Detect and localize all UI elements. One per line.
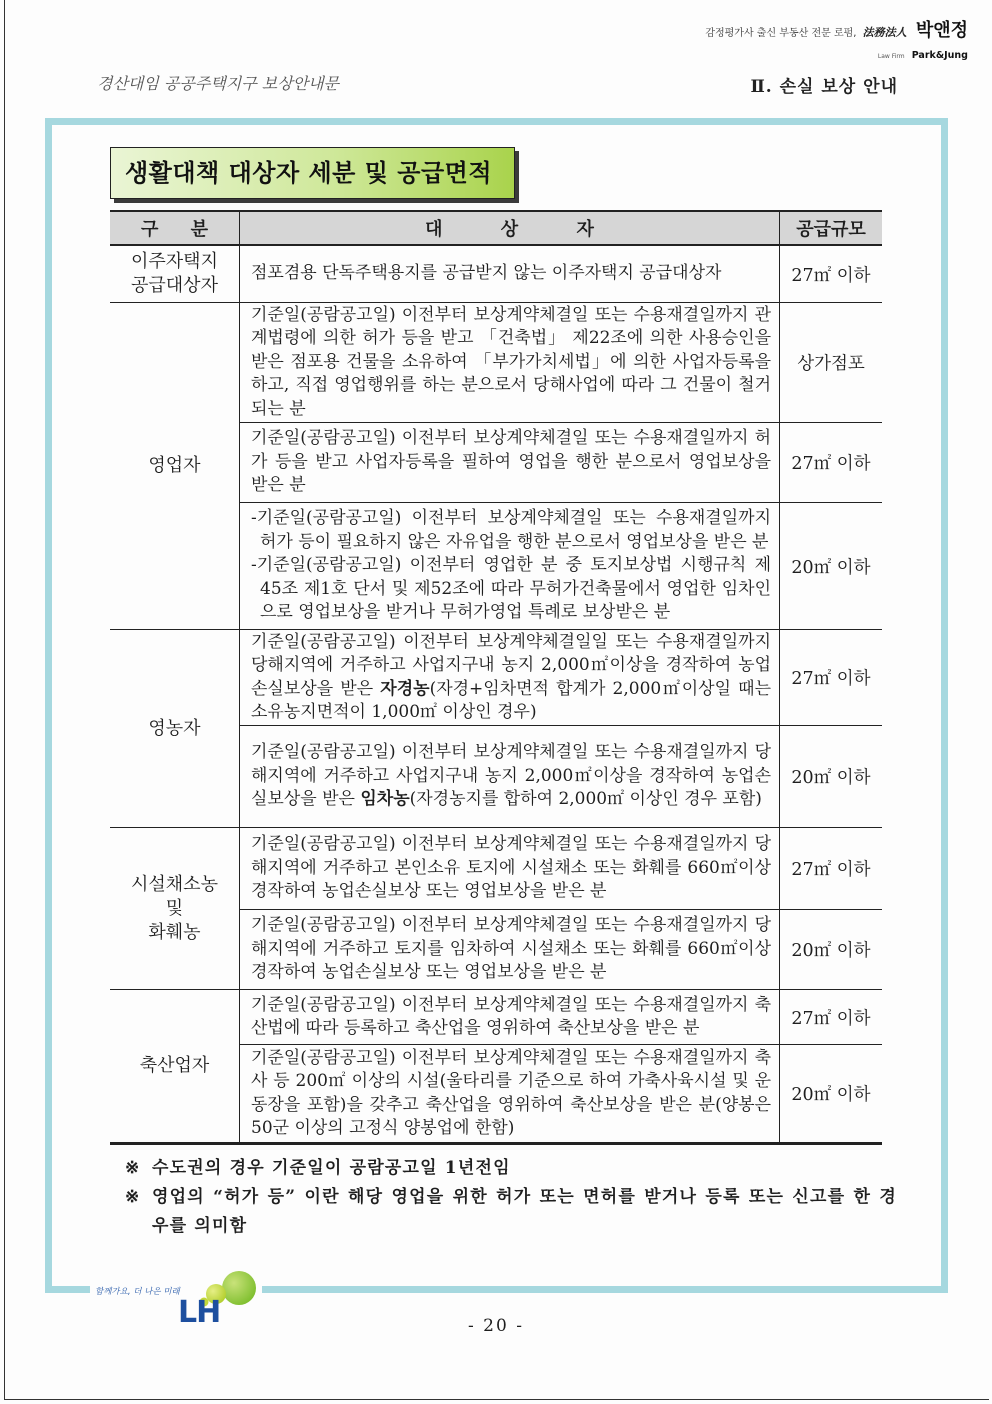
section-heading: Ⅱ. 손실 보상 안내 [750, 77, 898, 97]
note-item [125, 1183, 897, 1241]
size-cell: 27㎡ 이하 [780, 828, 882, 910]
lh-logo-text: LH [178, 1295, 221, 1330]
category-cell [110, 828, 240, 990]
target-text: 기준일(공람공고일) 이전부터 보상계약체결일 또는 수용재결일까지 축사 등 200㎡ 이상의 시설(울타리를 기준으로 하여 가축사육시설 및 운동장을 포함)을 갖추고 축산업을 영위하여 축산보상을 받은 분(양봉은 50군 이상의 고정식 양봉업에 한함) [251, 1047, 771, 1138]
size-cell: 20㎡ 이하 [780, 726, 882, 828]
note-text: 수도권의 경우 기준일이 공람공고일 1년전임 [152, 1158, 511, 1178]
firm-header [705, 20, 968, 63]
note-item [125, 1154, 897, 1183]
target-cell [240, 990, 780, 1045]
target-text: 기준일(공람공고일) 이전부터 보상계약체결일 또는 수용재결일까지 허가 등을 받고 사업자등록을 필하여 영업을 행한 분으로서 영업보상을 받은 분 [251, 428, 771, 496]
target-text-emphasis: 임차농 [360, 789, 410, 810]
category-label-line: 이주자택지 [131, 251, 218, 272]
firm-line [705, 20, 968, 45]
category-label-line: 영업자 [148, 455, 201, 476]
target-text: 점포겸용 단독주택용지를 공급받지 않는 이주자택지 공급대상자 [251, 263, 722, 284]
page-number: - 20 - [468, 1316, 524, 1336]
target-cell [240, 423, 780, 503]
size-cell: 27㎡ 이하 [780, 246, 882, 303]
lh-slogan: 함께가요, 더 나은 미래 [95, 1287, 180, 1297]
target-cell [240, 303, 780, 423]
size-cell: 27㎡ 이하 [780, 630, 882, 726]
category-cell [110, 630, 240, 828]
firm-tagline: 감정평가사 출신 부동산 전문 로펌, [705, 28, 857, 39]
target-cell [240, 246, 780, 303]
target-cell [240, 630, 780, 726]
table-title: 생활대책 대상자 세분 및 공급면적 [125, 158, 492, 187]
target-cell [240, 910, 780, 990]
category-label-line: 화훼농 [148, 921, 201, 943]
note-text: 영업의 “허가 등” 이란 해당 영업을 위한 허가 또는 면허를 받거나 등록 또는 신고를 한 경우를 의미함 [152, 1187, 897, 1236]
category-label-line: 영농자 [148, 717, 201, 739]
note-mark: ※ [125, 1158, 141, 1178]
category-label-line: 시설채소농 [131, 873, 218, 895]
category-label-line: 공급대상자 [131, 275, 218, 296]
target-text-part: 기준일(공람공고일) 이전부터 보상계약체결일일 또는 수용재결일까지 당해지역에 거주하고 사업지구내 농지 2,000㎡이상을 경작하여 농업손실보상을 받은 [251, 631, 771, 699]
document-title: 경산대임 공공주택지구 보상안내문 [97, 74, 340, 93]
firm-english-line [705, 47, 968, 63]
target-text [251, 741, 771, 812]
target-text-list [251, 507, 771, 625]
target-list-item: -기준일(공람공고일) 이전부터 보상계약체결일 또는 수용재결일까지 허가 등이 필요하지 않은 자유업을 행한 분으로서 영업보상을 받은 분 [251, 508, 771, 552]
target-text-emphasis: 자경농 [380, 678, 430, 699]
size-cell: 27㎡ 이하 [780, 990, 882, 1045]
header-category: 구 분 [110, 212, 240, 246]
firm-en-name: Park&Jung [911, 50, 968, 61]
target-cell [240, 828, 780, 910]
target-list-item: -기준일(공람공고일) 이전부터 영업한 분 중 토지보상법 시행규칙 제45조 제1호 단서 및 제52조에 따라 무허가건축물에서 영업한 임차인으로 영업보상을 받거나 무허가영업 특례로 보상받은 분 [251, 555, 771, 623]
size-cell: 20㎡ 이하 [780, 910, 882, 990]
target-cell [240, 503, 780, 630]
target-text-part: (자경+임차면적 합계가 2,000㎡이상일 때는 소유농지면적이 1,000㎡ 이상인 경우) [251, 678, 771, 722]
supply-table [110, 210, 882, 1145]
category-label-line: 및 [165, 897, 184, 919]
target-cell [240, 1045, 780, 1143]
target-text: 기준일(공람공고일) 이전부터 보상계약체결일 또는 수용재결일까지 당해지역에 거주하고 토지를 임차하여 시설채소 또는 화훼를 660㎡이상 경작하여 농업손실보상 또는 영업보상을 받은 분 [251, 915, 771, 983]
size-cell: 20㎡ 이하 [780, 503, 882, 630]
table-title-box [110, 147, 515, 199]
firm-hanja: 法務法人 [862, 26, 907, 39]
header-target: 대 상 자 [240, 212, 780, 246]
category-label-line: 축산업자 [139, 1055, 210, 1076]
category-cell [110, 990, 240, 1143]
target-text [251, 631, 771, 725]
notes [125, 1154, 897, 1241]
size-cell: 27㎡ 이하 [780, 423, 882, 503]
target-text: 기준일(공람공고일) 이전부터 보상계약체결일 또는 수용재결일까지 축산법에 따라 등록하고 축산업을 영위하여 축산보상을 받은 분 [251, 994, 771, 1038]
size-cell: 상가점포 [780, 303, 882, 423]
target-text: 기준일(공람공고일) 이전부터 보상계약체결일 또는 수용재결일까지 관계법령에 의한 허가 등을 받고 「건축법」 제22조에 의한 사용승인을 받은 점포용 건물을 소유하여 「부가가치세법」에 의한 사업자등록을 하고, 직접 영업행위를 하는 분으로서 당해사업에 따라 그 건물이 철거되는 분 [251, 304, 771, 419]
header-size: 공급규모 [780, 212, 882, 246]
target-text-part: (자경농지를 합하여 2,000㎡ 이상인 경우 포함) [409, 789, 762, 810]
category-cell [110, 246, 240, 303]
size-cell: 20㎡ 이하 [780, 1045, 882, 1143]
target-cell [240, 726, 780, 828]
firm-en-prefix: Law Firm [877, 53, 905, 60]
firm-name: 박앤정 [915, 20, 968, 41]
target-text-part: 기준일(공람공고일) 이전부터 보상계약체결일 또는 수용재결일까지 당해지역에 거주하고 사업지구내 농지 2,000㎡이상을 경작하여 농업손실보상을 받은 [251, 742, 771, 810]
note-mark: ※ [125, 1187, 141, 1207]
category-cell [110, 303, 240, 630]
target-text: 기준일(공람공고일) 이전부터 보상계약체결일 또는 수용재결일까지 당해지역에 거주하고 본인소유 토지에 시설채소 또는 화훼를 660㎡이상 경작하여 농업손실보상 또는 영업보상을 받은 분 [251, 834, 771, 902]
